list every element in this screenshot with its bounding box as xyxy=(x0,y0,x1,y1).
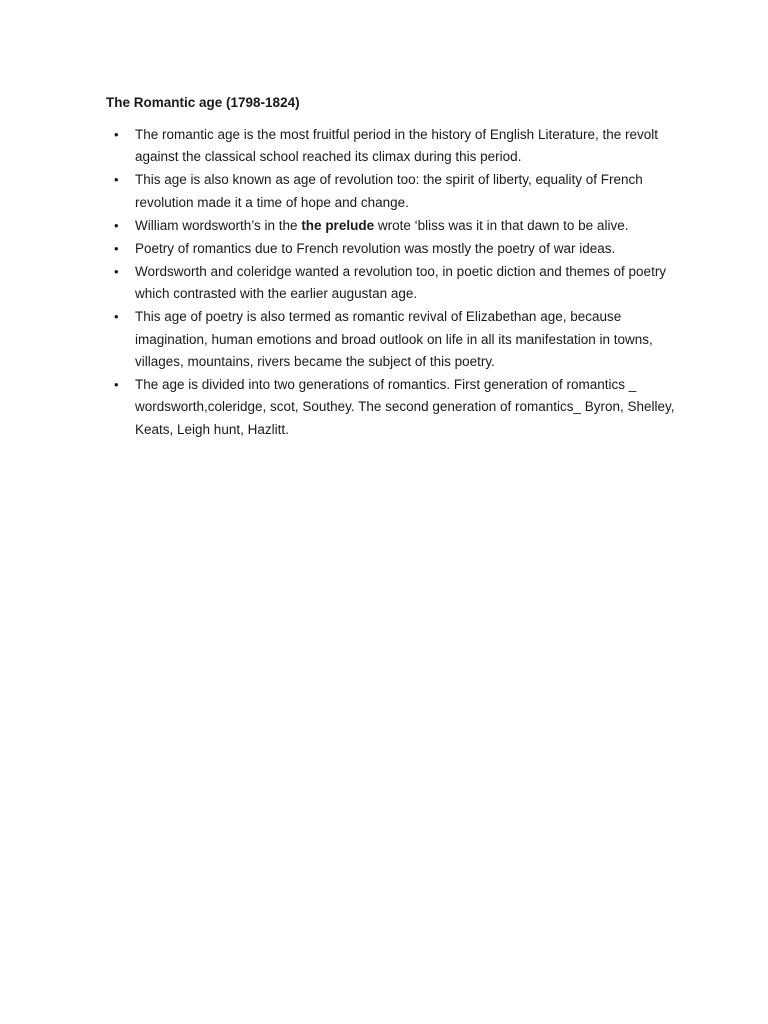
bullet-icon: • xyxy=(114,172,119,188)
list-item-text: This age is also known as age of revolution too: the spirit of liberty, equality of French revolution made it a time of hope and change. xyxy=(135,172,643,210)
bullet-icon: • xyxy=(114,309,119,325)
bullet-icon: • xyxy=(114,240,119,256)
list-item-text: The age is divided into two generations of romantics. First generation of romantics _ wordsworth,coleridge, scot, Southey. The second generation of romantics_ Byron, Shelley, Keats, Leigh hunt, Hazlitt. xyxy=(135,377,675,437)
document-title: The Romantic age (1798-1824) xyxy=(106,95,300,110)
list-item xyxy=(106,215,678,237)
bullet-icon: • xyxy=(114,217,119,233)
bullet-icon: • xyxy=(114,127,119,142)
bullet-icon: • xyxy=(114,263,119,279)
list-item xyxy=(106,169,678,214)
list-item xyxy=(106,306,678,373)
list-item xyxy=(106,374,678,441)
list-item xyxy=(106,238,678,260)
list-item-text: Wordsworth and coleridge wanted a revolution too, in poetic diction and themes of poetry which contrasted with the earlier augustan age. xyxy=(135,263,667,302)
list-item xyxy=(106,124,678,169)
list-item-text: This age of poetry is also termed as romantic revival of Elizabethan age, because imagination, human emotions and broad outlook on life in all its manifestation in towns, villages, mountains, rivers became the subject of this poetry. xyxy=(135,309,653,370)
list-item-text-after: wrote ‘bliss was it in that dawn to be alive. xyxy=(374,217,629,233)
list-item-text: The romantic age is the most fruitful period in the history of English Literature, the revolt against the classical school reached its climax during this period. xyxy=(135,127,659,165)
bullet-icon: • xyxy=(114,377,119,393)
bullet-list xyxy=(106,124,678,441)
list-item xyxy=(106,261,678,306)
document-page xyxy=(106,93,678,442)
list-item-bold-title: the prelude xyxy=(301,217,375,233)
list-item-text: Poetry of romantics due to French revolution was mostly the poetry of war ideas. xyxy=(135,240,616,256)
list-item-text-before: William wordsworth’s in the xyxy=(135,217,302,233)
